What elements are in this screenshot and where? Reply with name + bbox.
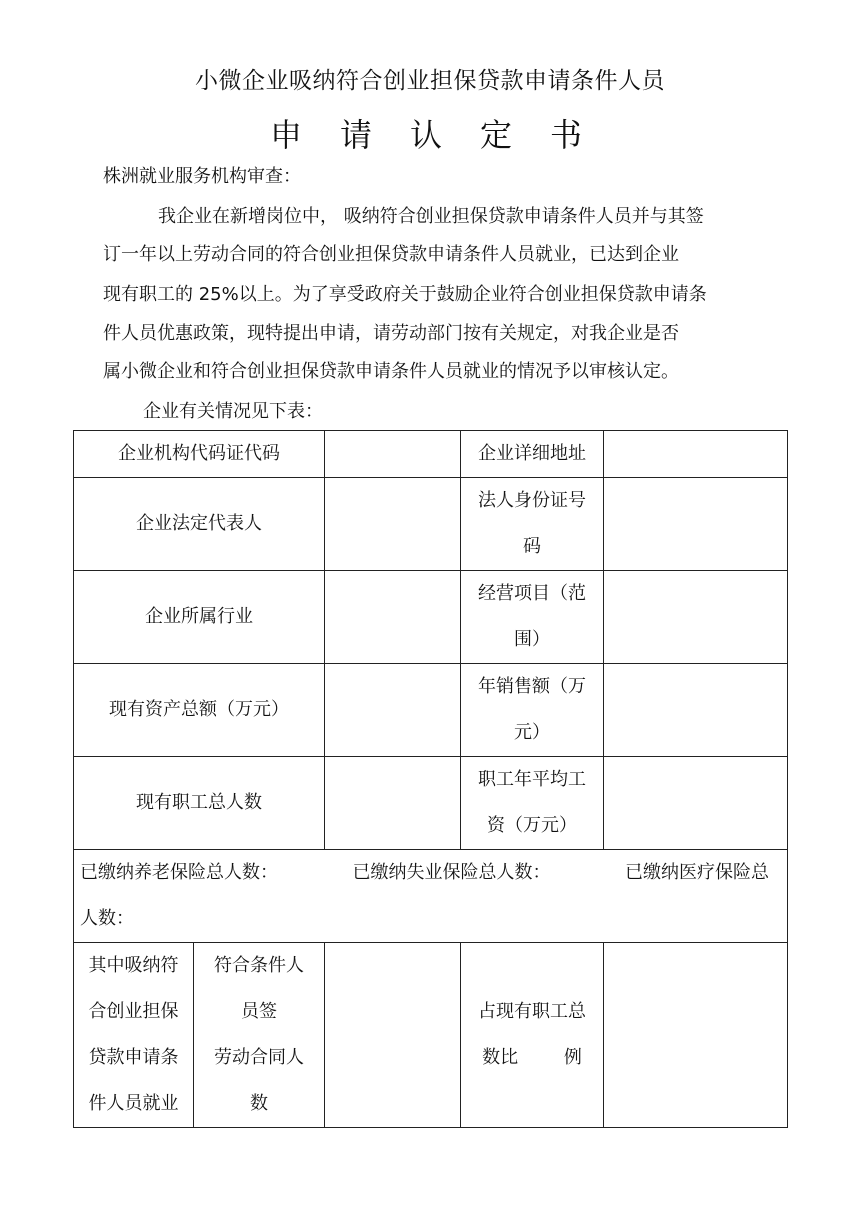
table-row	[74, 757, 788, 850]
label-annual-sales-line1: 年销售额（万	[478, 676, 586, 697]
label-business-scope	[461, 571, 604, 664]
label-contract-line1: 符合条件人	[214, 955, 304, 976]
label-avg-wage	[461, 757, 604, 850]
body-line-6: 企业有关情况见下表：	[143, 401, 323, 422]
label-absorbed-employment	[74, 943, 194, 1128]
medical-count-label-cont: 人数：	[80, 908, 134, 929]
value-avg-wage[interactable]	[604, 757, 788, 850]
label-legal-id	[461, 478, 604, 571]
table-row	[74, 478, 788, 571]
salutation: 株洲就业服务机构审查：	[103, 166, 301, 187]
body-line-2: 订一年以上劳动合同的符合创业担保贷款申请条件人员就业，已达到企业	[103, 244, 679, 265]
body-line-5: 属小微企业和符合创业担保贷款申请条件人员就业的情况予以审核认定。	[103, 361, 679, 382]
label-legal-id-line1: 法人身份证号	[478, 490, 586, 511]
enterprise-info-table	[73, 430, 788, 1128]
label-org-code: 企业机构代码证代码	[74, 431, 325, 478]
medical-count-label: 已缴纳医疗保险总	[625, 862, 769, 883]
label-business-scope-line1: 经营项目（范	[478, 583, 586, 604]
unemployment-count-label: 已缴纳失业保险总人数：	[352, 862, 551, 883]
document-title-line2: 申请认定书	[269, 116, 620, 154]
insurance-counts	[74, 850, 788, 943]
value-annual-sales[interactable]	[604, 664, 788, 757]
label-absorbed-line1: 其中吸纳符	[88, 955, 179, 976]
label-contract-line3: 劳动合同人	[214, 1047, 304, 1068]
table-row	[74, 431, 788, 478]
label-legal-id-line2: 码	[523, 536, 541, 557]
body-line-4: 件人员优惠政策，现特提出申请，请劳动部门按有关规定，对我企业是否	[103, 323, 679, 344]
label-staff-ratio-line1: 占现有职工总	[478, 1001, 586, 1022]
label-total-assets: 现有资产总额（万元）	[74, 664, 325, 757]
value-contract-count[interactable]	[325, 943, 461, 1128]
pension-count-label: 已缴纳养老保险总人数：	[80, 862, 278, 883]
label-contract-line4: 数	[250, 1093, 268, 1114]
label-avg-wage-line2: 资（万元）	[487, 815, 577, 836]
table-row	[74, 664, 788, 757]
label-legal-rep: 企业法定代表人	[74, 478, 325, 571]
value-total-staff[interactable]	[325, 757, 461, 850]
value-legal-id[interactable]	[604, 478, 788, 571]
document-title-line1: 小微企业吸纳符合创业担保贷款申请条件人员	[195, 68, 665, 94]
label-staff-ratio-line2: 数比 例	[482, 1047, 582, 1068]
value-staff-ratio[interactable]	[604, 943, 788, 1128]
body-line-1: 我企业在新增岗位中， 吸纳符合创业担保贷款申请条件人员并与其签	[158, 206, 704, 227]
label-absorbed-line2: 合创业担保	[88, 1001, 179, 1022]
value-legal-rep[interactable]	[325, 478, 461, 571]
label-annual-sales	[461, 664, 604, 757]
table-row	[74, 850, 788, 943]
value-org-code[interactable]	[325, 431, 461, 478]
value-address[interactable]	[604, 431, 788, 478]
label-business-scope-line2: 围）	[514, 629, 550, 650]
value-business-scope[interactable]	[604, 571, 788, 664]
value-industry[interactable]	[325, 571, 461, 664]
label-avg-wage-line1: 职工年平均工	[478, 769, 586, 790]
label-contract-count	[194, 943, 325, 1128]
label-absorbed-line3: 贷款申请条	[88, 1047, 179, 1068]
value-total-assets[interactable]	[325, 664, 461, 757]
label-absorbed-line4: 件人员就业	[88, 1093, 179, 1114]
body-line-3: 现有职工的 25%以上。为了享受政府关于鼓励企业符合创业担保贷款申请条	[103, 284, 707, 305]
label-staff-ratio	[461, 943, 604, 1128]
label-annual-sales-line2: 元）	[514, 722, 550, 743]
label-address: 企业详细地址	[461, 431, 604, 478]
table-row	[74, 943, 788, 1128]
label-industry: 企业所属行业	[74, 571, 325, 664]
label-contract-line2: 员签	[241, 1001, 277, 1022]
label-total-staff: 现有职工总人数	[74, 757, 325, 850]
table-row	[74, 571, 788, 664]
